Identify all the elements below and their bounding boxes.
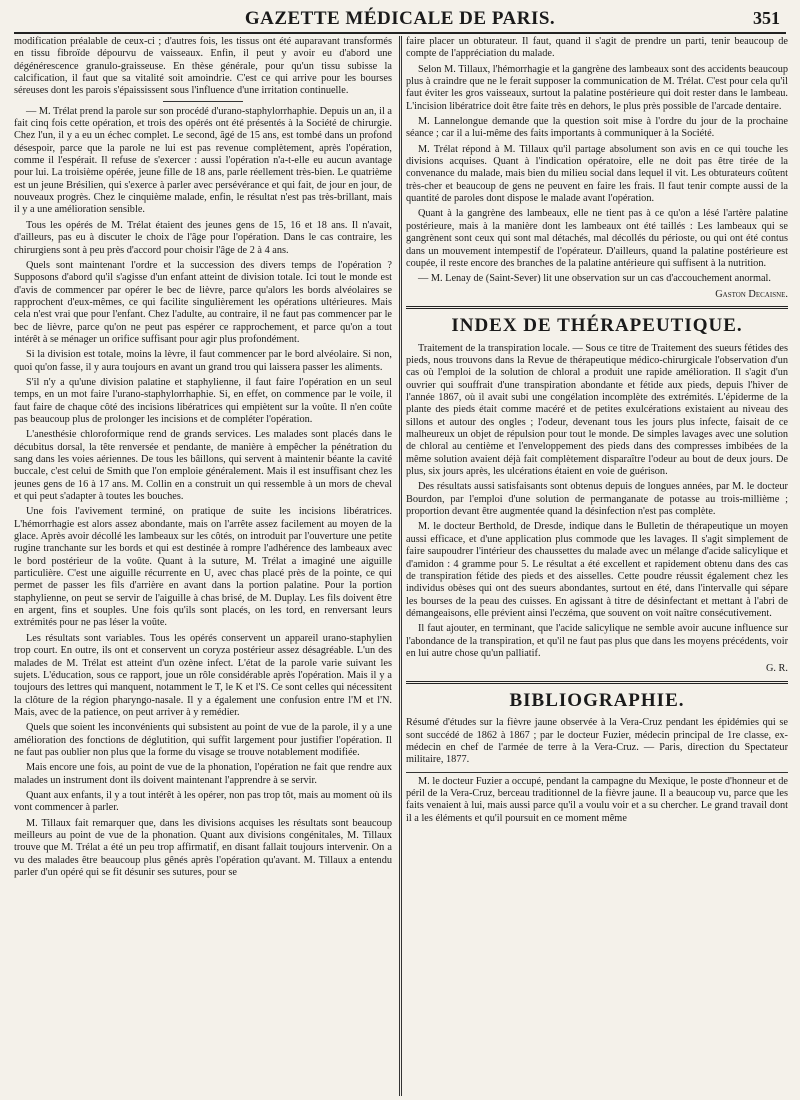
paragraph: modification préalable de ceux-ci ; d'autres fois, les tissus ont été auparavant transformés en tissu fibroïde dépourvu de vaisseaux. Enfin, il peut y avoir eu d'abord une dégénérescence granulo-graisseuse. En thèse générale, pour qu'un tissu subisse la calcification, il faut que sa vitalité soit amoindrie. C'est ce qui arrive pour les bourses séreuses dont les parois s'épaississent sous l'influence d'une irritation continuelle.	[14, 36, 392, 97]
bibliography-reference: Résumé d'études sur la fièvre jaune observée à la Vera-Cruz pendant les épidémies qui se sont succédé de 1862 à 1867 ; par le docteur Fuzier, médecin principal de 1re classe, ex-médecin en chef de l'armée de terre à la Vera-Cruz. — Paris, direction du Spectateur militaire, 1877.	[406, 717, 788, 766]
divider	[163, 101, 243, 102]
page-number: 351	[753, 8, 780, 28]
paragraph: M. le docteur Fuzier a occupé, pendant la campagne du Mexique, le poste d'honneur et de péril de la Vera-Cruz, berceau traditionnel de la fièvre jaune. Il a beaucoup vu, parce que les faits venaient à lui, mais aussi parce qu'il a voulu voir et a su chercher. Le grand travail dont il a les éléments et qu'il poursuit en ce moment même	[406, 775, 788, 824]
paragraph: Quels sont maintenant l'ordre et la succession des divers temps de l'opération ? Supposons d'abord qu'il s'agisse d'un enfant atteint de division totale. Ici tout le monde est d'avis de commencer par opérer le bec de lièvre, parce qu'alors les bords alvéolaires se rapprochent d'eux-mêmes, ce qui facilite singulièrement les opérations ultérieures. Mais cela n'est vrai que pour l'enfant. Chez l'adulte, au contraire, il ne faut pas commencer par le bec de lièvre, parce qu'on ne peut pas espérer ce rapprochement, et parce qu'on a tout intérêt à se ménager un orifice suffisant pour agir plus profondément.	[14, 259, 392, 345]
column-divider	[399, 36, 402, 1096]
paragraph: S'il n'y a qu'une division palatine et staphylienne, il faut faire l'opération en un seul temps, en un mot faire l'urano-staphylorrhaphie. Si, en effet, on commence par le voile, il faut faire de chaque côté des incisions libératrices qui empiètent sur la voûte. Il n'en coûte pas beaucoup plus de prolonger les incisions et de compléter l'opération.	[14, 376, 392, 425]
paragraph: faire placer un obturateur. Il faut, quand il s'agit de prendre un parti, tenir beaucoup de compte de l'appréciation du malade.	[406, 36, 788, 60]
paragraph: Des résultats aussi satisfaisants sont obtenus depuis de longues années, par M. le docteur Bourdon, par l'emploi d'une solution de permanganate de potasse au trois-millième ; proportion devant être augmentée quand la désinfection n'est pas complète.	[406, 481, 788, 518]
paragraph: Quels que soient les inconvénients qui subsistent au point de vue de la parole, il y a une amélioration des fonctions de déglutition, qui suffit largement pour justifier l'opération. Il ne faut pas oublier non plus que la forme du visage se trouve notablement modifiée.	[14, 722, 392, 758]
section-divider	[406, 306, 788, 309]
section-title-index: INDEX DE THÉRAPEUTIQUE.	[451, 314, 743, 336]
paragraph: M. Lannelongue demande que la question soit mise à l'ordre du jour de la prochaine séance ; car il a lui-même des faits importants à communiquer à la Société.	[406, 116, 788, 140]
paragraph: Une fois l'avivement terminé, on pratique de suite les incisions libératrices. L'hémorrhagie est alors assez abondante, mais on l'arrête assez facilement au moyen de la glace. Après avoir décollé les lambeaux sur les côtés, on introduit par l'ouverture une petite rugine tranchante sur les bords et qui est destinée à rompre l'adhérence des lambeaux avec le bord postérieur de la voûte. Quant à la suture, M. Trélat a imaginé une aiguille particulière. C'est une aiguille récurrente en U, avec chas placé près de la pointe, ce qui permet de passer les fils d'arrière en avant dans la portion palatine. Pour la portion staphylienne, on peut se servir de l'aiguille à chas brisé, de M. Duplay. Les fils doivent être en argent, fins et souples. Une fois qu'ils sont placés, on les tord, en renversant leurs extrémités pour ne pas léser la voûte.	[14, 506, 392, 629]
section-title-bibliography: BIBLIOGRAPHIE.	[509, 689, 685, 711]
paragraph: L'anesthésie chloroformique rend de grands services. Les malades sont placés dans le décubitus dorsal, la tête renversée et pendante, de manière à empêcher la pénétration du sang dans les voies aériennes. De tous les bâillons, qui servent à maintenir béante la cavité buccale, c'est celui de Smith que l'on emploie généralement. Mais il est insuffisant chez les jeunes gens de 16 à 17 ans. M. Collin en a construit un qui ressemble à un mors de cheval et qui peut s'adapter à toutes les bouches.	[14, 429, 392, 503]
paragraph: — M. Trélat prend la parole sur son procédé d'urano-staphylorrhaphie. Depuis un an, il a fait cinq fois cette opération, et trois des opérés ont été présentés à la Société de chirurgie. Chez l'un, il y a eu un échec complet. Le second, âgé de 15 ans, est tombé dans un profond désespoir, parce que la parole ne lui est pas revenue complètement, après l'opération, comme il l'espérait. Il refuse de s'exercer : aussi l'opération n'a-t-elle eu aucun avantage pour lui. La troisième opérée, jeune fille de 18 ans, parle réellement très-bien. Le quatrième est un jeune Brésilien, qui s'exerce à parler avec persévérance et qui fait, de jour en jour, de nouveaux progrès. Chez le cinquième malade, enfin, le résultat n'est pas très-brillant, mais il y a une amélioration sensible.	[14, 105, 392, 216]
paragraph: Quant à la gangrène des lambeaux, elle ne tient pas à ce qu'on a lésé l'artère palatine postérieure, mais à la manière dont les lambeaux ont été taillés : Les lambeaux qui se gangrènent sont ceux qui sont mal détachés, mal décollés du périoste, ou qui ont été contus dans un mouvement intempestif de l'opérateur. D'ailleurs, quand la palatine postérieure est coupée, il reste encore des branches de la palatine antérieure qui suffisent à la nutrition.	[406, 208, 788, 269]
divider	[406, 772, 788, 773]
paragraph: Il faut ajouter, en terminant, que l'acide salicylique ne semble avoir aucune influence sur l'abondance de la transpiration, et qu'il ne faut pas plus que dans les moyens précédents, voir en lui autre chose qu'un palliatif.	[406, 623, 788, 659]
paragraph: Quant aux enfants, il y a tout intérêt à les opérer, non pas trop tôt, mais au moment où ils vont commencer à parler.	[14, 789, 392, 814]
paragraph: Selon M. Tillaux, l'hémorrhagie et la gangrène des lambeaux sont des accidents beaucoup plus à craindre que ne le ferait supposer la communication de M. Trélat. C'est pour cela qu'il faut éviter les gros vaisseaux, surtout la palatine postérieure qui doit rester dans le lambeau. L'incision libératrice doit être faite très en dehors, le plus près possible de l'arcade dentaire.	[406, 63, 788, 112]
journal-title: GAZETTE MÉDICALE DE PARIS.	[244, 8, 556, 29]
paragraph: Traitement de la transpiration locale. — Sous ce titre de Traitement des sueurs fétides des pieds, nous trouvons dans la Revue de thérapeutique médico-chirurgicale l'observation d'un cas où l'emploi de la solution de chloral a produit une rapide amélioration. Il s'agit d'un ouvrier qui souffrait d'une transpiration abondante et fétide aux pieds, depuis l'hiver de l'année 1867, où il avait subi une congélation incomplète des extrémités. L'épiderme de la plante des pieds était comme macéré et de petites exulcérations existaient au niveau des sillons et autour des ongles ; l'odeur, devenant tous les jours plus infecte, faisait de ce malheureux un objet de répulsion pour tout le monde. De simples lavages avec une solution de chloral au centième et l'enveloppement des pieds dans des compresses imbibées de la même solution avaient déjà fait complètement disparaître l'odeur au bout de deux jours. De plus, six jours après, les ulcérations étaient en voie de guérison.	[406, 342, 788, 478]
paragraph: M. Tillaux fait remarquer que, dans les divisions acquises les résultats sont beaucoup meilleurs au point de vue de la phonation. Quant aux divisions congénitales, M. Tillaux trouve que M. Trélat a été un peu trop affirmatif, en disant fallait toujours intervenir. On a vu des malades être beaucoup plus gênés après l'opération qu'avant. M. Tillaux a entendu parler d'un opéré qui se fit désunir ses sutures, pour se	[14, 817, 392, 878]
paragraph: Tous les opérés de M. Trélat étaient des jeunes gens de 15, 16 et 18 ans. Il n'avait, d'ailleurs, pas eu à discuter le choix de l'âge pour l'opération. Dans le cas contraire, les chirurgiens sont à peu près d'accord pour choisir l'âge de 2 à 4 ans.	[14, 219, 392, 256]
left-column	[14, 36, 392, 1096]
paragraph: — M. Lenay de (Saint-Sever) lit une observation sur un cas d'accouchement anormal.	[418, 273, 771, 285]
paragraph: M. le docteur Berthold, de Dresde, indique dans le Bulletin de thérapeutique un moyen aussi efficace, et d'une application plus commode que les lavages. Il s'agit simplement de faire saupoudrer l'intérieur des chaussettes du malade avec un mélange d'acide salicylique et d'amidon : 4 gramme pour 5. Le résultat a été excellent et rapidement obtenu dans des cas de transpiration fétide des pieds et des aisselles. Cette poudre réussit également chez les individus obèses qui ont des sueurs abondantes, surtout en été, dans l'intervalle qui sépare les bourses de la peau des cuisses. En agissant à titre de désinfectant et mettant à l'abri de démangeaisons, elle prévient ainsi l'eczéma, que souvent on voit naître consécutivement.	[406, 521, 788, 619]
paragraph: Mais encore une fois, au point de vue de la phonation, l'opération ne fait que rendre aux malades un instrument dont ils doivent maintenant l'apprendre à se servir.	[14, 762, 392, 786]
page-header	[14, 6, 786, 34]
paragraph: M. Trélat répond à M. Tillaux qu'il partage absolument son avis en ce qui touche les divisions acquises. Quant à l'indication opératoire, elle ne doit pas être tirée de la convenance du malade, mais bien du milieu social dans lequel il vit. Les obturateurs coûtent très-cher et beaucoup de gens ne peuvent en faire les frais. Il faut tenir compte aussi de la quantité de paroles dont dispose le malade avant l'opération.	[406, 143, 788, 205]
author-signature: Gaston Decaisne.	[715, 288, 788, 300]
author-signature: G. R.	[765, 663, 788, 675]
right-column	[406, 36, 788, 1096]
paragraph: Si la division est totale, moins la lèvre, il faut commencer par le bord alvéolaire. Si non, quoi qu'on fasse, il y aura toujours en avant un grand trou qui laissera passer les aliments.	[14, 349, 392, 373]
section-divider	[406, 681, 788, 684]
paragraph: Les résultats sont variables. Tous les opérés conservent un appareil urano-staphylien trop court. En outre, ils ont et conservent un coryza postérieur assez désagréable. L'un des malades de M. Trélat est atteint d'un ozène infect. L'état de la parole varie suivant les sujets. L'éducation, sous ce rapport, joue un rôle considérable après l'opération. Mais il y a toujours des lettres qui manquent, notamment le T, le K et l'S. Ce sont celles qui nécessitent la clôture de la région pharyngo-nasale. Il y a également une confusion entre l'M et l'N. Mais, avec de la patience, on peut arriver à y remédier.	[14, 632, 392, 718]
